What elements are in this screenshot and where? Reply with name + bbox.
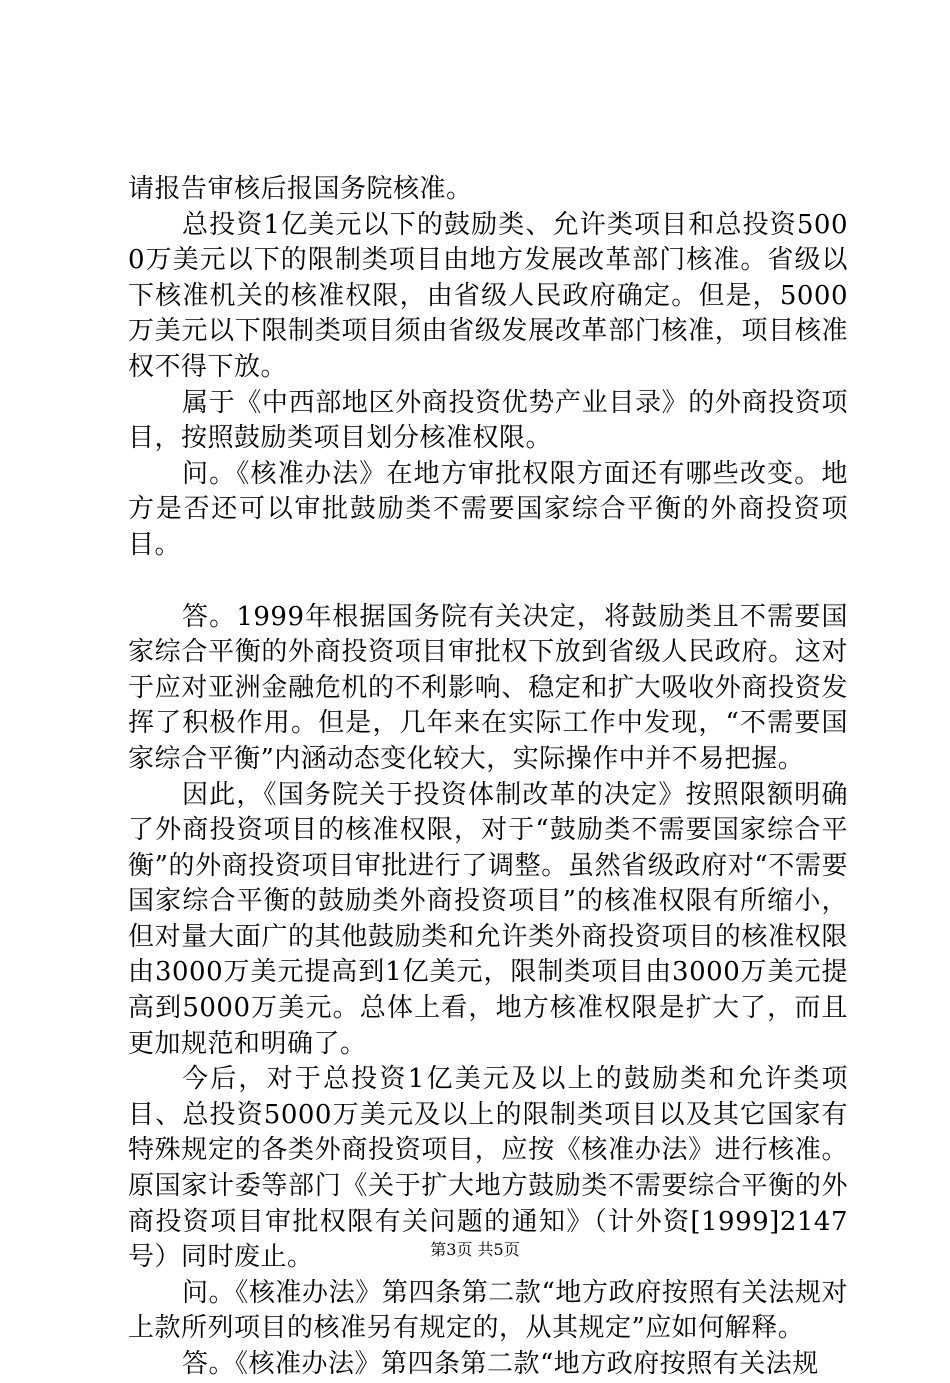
paragraph: 因此，《国务院关于投资体制改革的决定》按照限额明确了外商投资项目的核准权限，对于“鼓励类不需要国家综合平衡”的外商投资项目审批进行了调整。虽然省级政府对“不需要国家综合平衡的鼓励类外商投资项目”的核准权限有所缩小，但对量大面广的其他鼓励类和允许类外商投资项目的核准权限由3000万美元提高到1亿美元，限制类项目由3000万美元提高到5000万美元。总体上看，地方核准权限是扩大了，而且更加规范和明确了。: [128, 779, 848, 1059]
page-footer: [0, 1240, 950, 1260]
paragraph-question: 问。《核准办法》第四条第二款“地方政府按照有关法规对上款所列项目的核准另有规定的，从其规定”应如何解释。: [128, 1277, 848, 1344]
page-number-label: 第3页 共5页: [430, 1240, 520, 1259]
paragraph: 请报告审核后报国务院核准。: [128, 174, 473, 204]
paragraph-question: 问。《核准办法》在地方审批权限方面还有哪些改变。地方是否还可以审批鼓励类不需要国家综合平衡的外商投资项目。: [128, 458, 848, 560]
paragraph: 总投资1亿美元以下的鼓励类、允许类项目和总投资5000万美元以下的限制类项目由地方发展改革部门核准。省级以下核准机关的核准权限，由省级人民政府确定。但是，5000万美元以下限制类项目须由省级发展改革部门核准，项目核准权不得下放。: [128, 209, 848, 382]
document-body: [128, 172, 848, 1383]
paragraph-answer: 答。1999年根据国务院有关决定，将鼓励类且不需要国家综合平衡的外商投资项目审批权下放到省级人民政府。这对于应对亚洲金融危机的不利影响、稳定和扩大吸收外商投资发挥了积极作用。但是，几年来在实际工作中发现，“不需要国家综合平衡”内涵动态变化较大，实际操作中并不易把握。: [128, 601, 848, 774]
paragraph: 属于《中西部地区外商投资优势产业目录》的外商投资项目，按照鼓励类项目划分核准权限。: [128, 387, 848, 454]
paragraph: 今后，对于总投资1亿美元及以上的鼓励类和允许类项目、总投资5000万美元及以上的限制类项目以及其它国家有特殊规定的各类外商投资项目，应按《核准办法》进行核准。原国家计委等部门《关于扩大地方鼓励类不需要综合平衡的外商投资项目审批权限有关问题的通知》（计外资[1999]2147号）同时废止。: [128, 1064, 848, 1273]
paragraph-answer: 答。《核准办法》第四条第二款“地方政府按照有关法规: [182, 1349, 819, 1379]
